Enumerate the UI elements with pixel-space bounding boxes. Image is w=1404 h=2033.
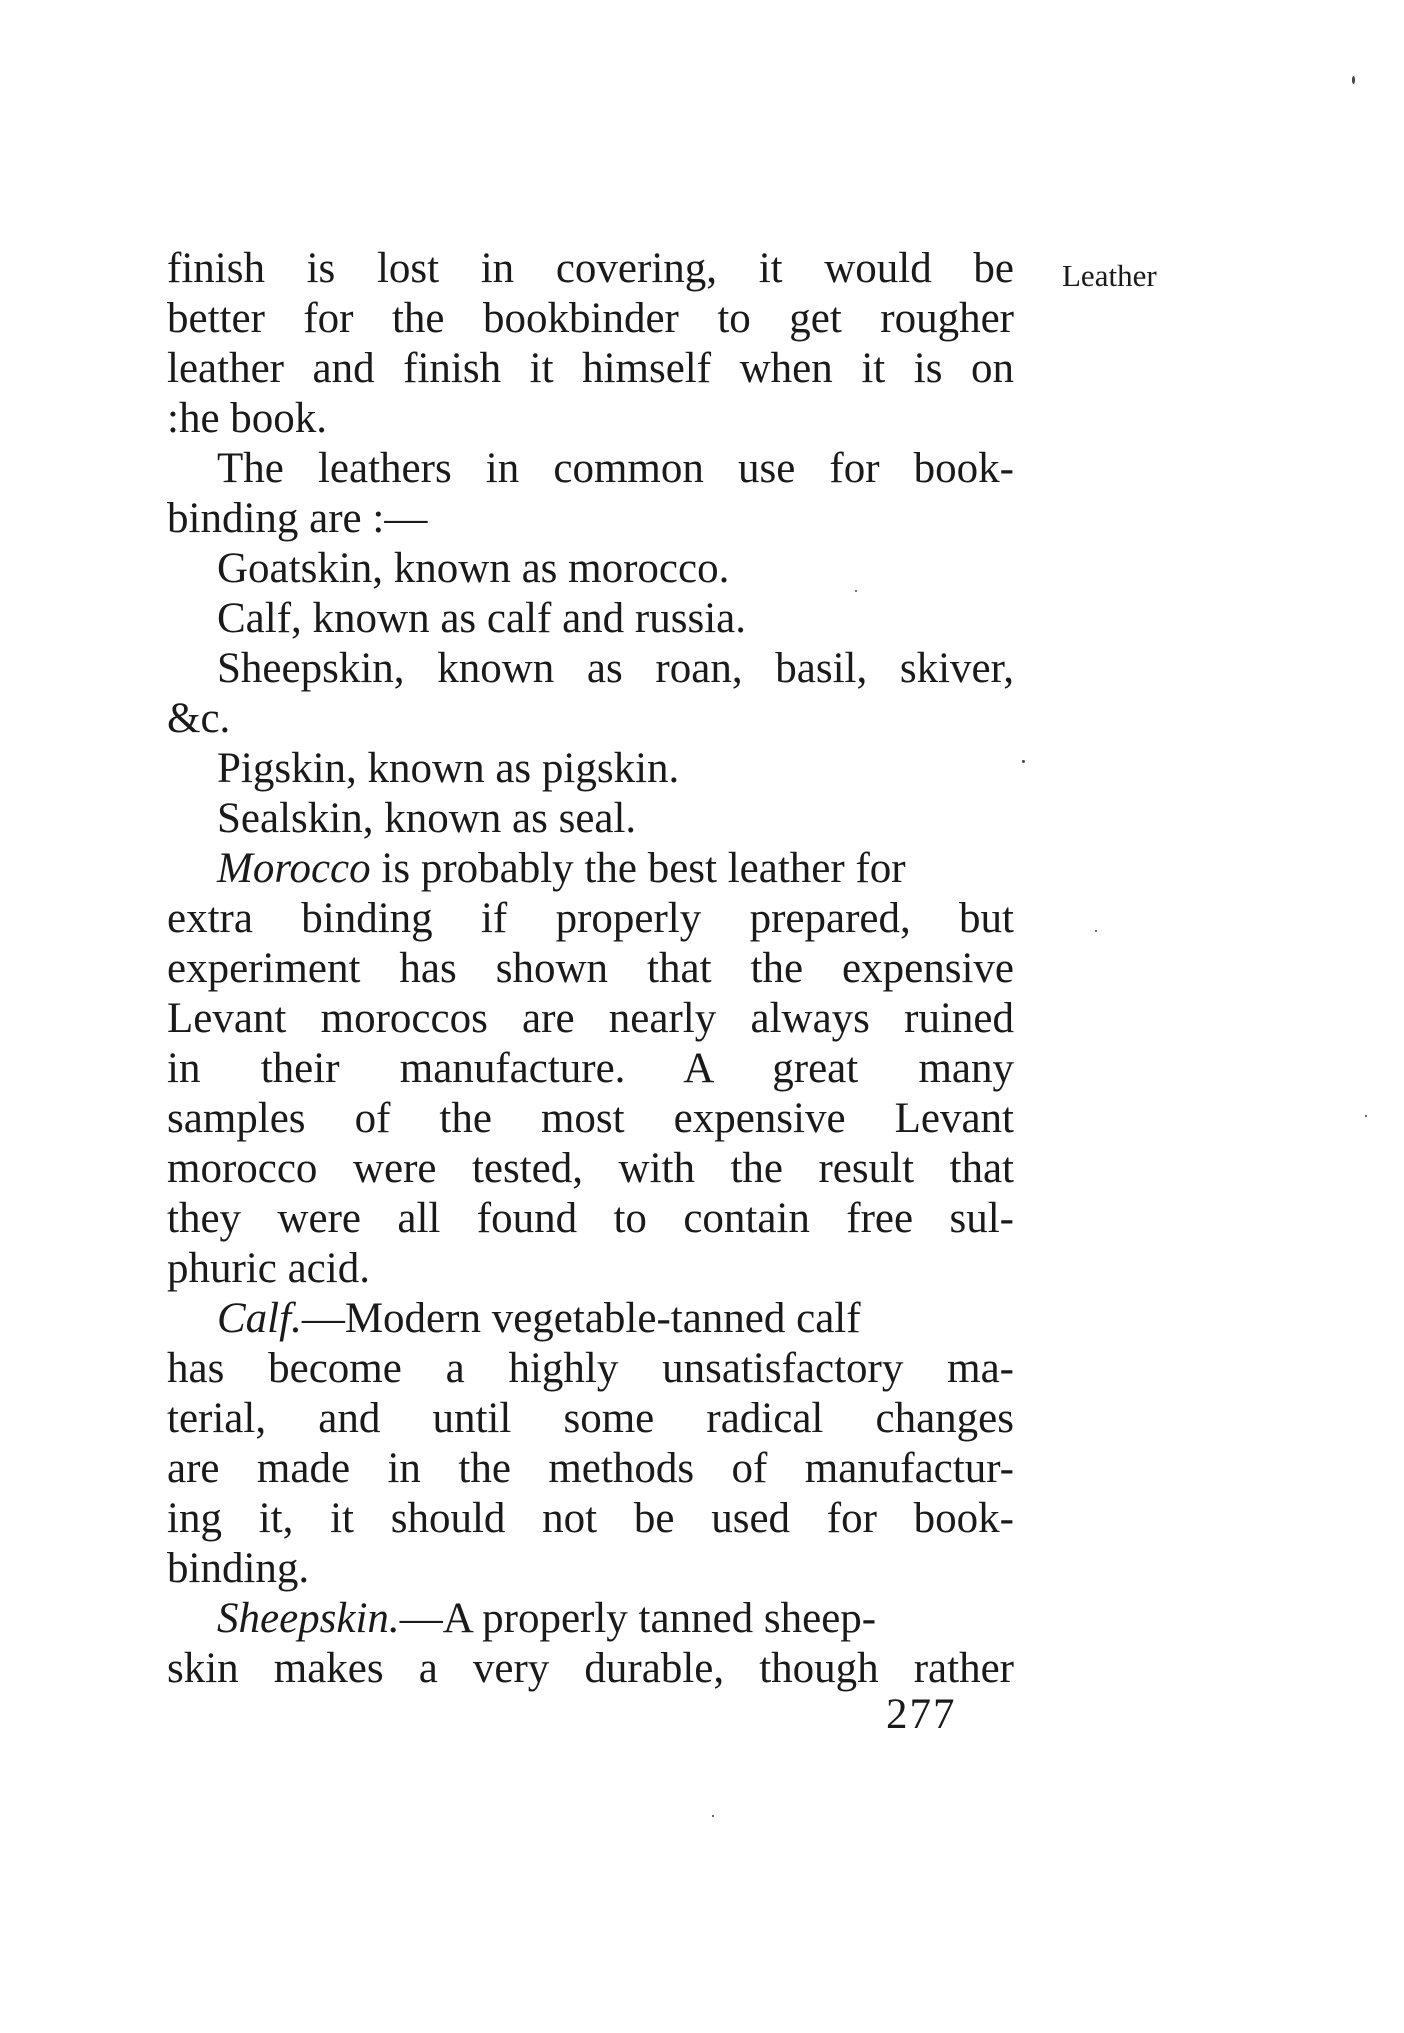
text-line: has become a highly unsatisfactory ma- (167, 1345, 1014, 1392)
paragraph-morocco-first-line (167, 844, 1014, 894)
text-line: in their manufacture. A great many (167, 1045, 1014, 1092)
list-item-pigskin: Pigskin, known as pigskin. (217, 745, 680, 792)
text-line: binding. (167, 1545, 310, 1592)
text-line: they were all found to contain free sul- (167, 1195, 1014, 1242)
paragraph-sheepskin-first-line (167, 1594, 1014, 1644)
margin-note: Leather (1062, 258, 1157, 293)
paragraph-calf-first-line (167, 1294, 1014, 1344)
text-line: better for the bookbinder to get rougher (167, 295, 1014, 342)
list-item-sealskin: Sealskin, known as seal. (217, 795, 637, 842)
scan-speck (1095, 930, 1097, 932)
text-fragment: is probably the best leather for (370, 845, 906, 892)
text-line: phuric acid. (167, 1245, 370, 1292)
text-line: experiment has shown that the expensive (167, 945, 1014, 992)
text-line: skin makes a very durable, though rather (167, 1645, 1014, 1692)
scan-speck (1022, 760, 1025, 763)
text-line: The leathers in common use for book- (217, 445, 1014, 492)
text-line: ing it, it should not be used for book- (167, 1495, 1014, 1542)
scan-speck (855, 590, 857, 592)
text-line: morocco were tested, with the result that (167, 1145, 1014, 1192)
page-number: 277 (886, 1691, 957, 1738)
italic-heading-sheepskin: Sheepskin. (217, 1595, 400, 1642)
text-line: leather and finish it himself when it is on (167, 345, 1014, 392)
text-line: finish is lost in covering, it would be (167, 245, 1014, 292)
scan-speck (712, 1815, 714, 1817)
text-line: &c. (167, 695, 231, 742)
text-fragment: —A properly tanned sheep- (399, 1595, 877, 1642)
body-text (167, 244, 1014, 1694)
text-line: Levant moroccos are nearly always ruined (167, 995, 1014, 1042)
text-line: extra binding if properly prepared, but (167, 895, 1014, 942)
text-line: :he book. (167, 395, 328, 442)
scan-speck (1352, 76, 1355, 84)
italic-heading-morocco: Morocco (217, 845, 371, 892)
text-line: terial, and until some radical changes (167, 1395, 1014, 1442)
italic-heading-calf: Calf. (217, 1295, 302, 1342)
list-item-sheepskin: Sheepskin, known as roan, basil, skiver, (217, 645, 1014, 692)
list-item-calf: Calf, known as calf and russia. (217, 595, 746, 642)
text-line: samples of the most expensive Levant (167, 1095, 1014, 1142)
scan-speck (1365, 1115, 1367, 1117)
text-line: binding are :— (167, 495, 428, 542)
list-item-goatskin: Goatskin, known as morocco. (217, 545, 730, 592)
text-line: are made in the methods of manufactur- (167, 1445, 1014, 1492)
text-fragment: —Modern vegetable-tanned calf (301, 1295, 861, 1342)
